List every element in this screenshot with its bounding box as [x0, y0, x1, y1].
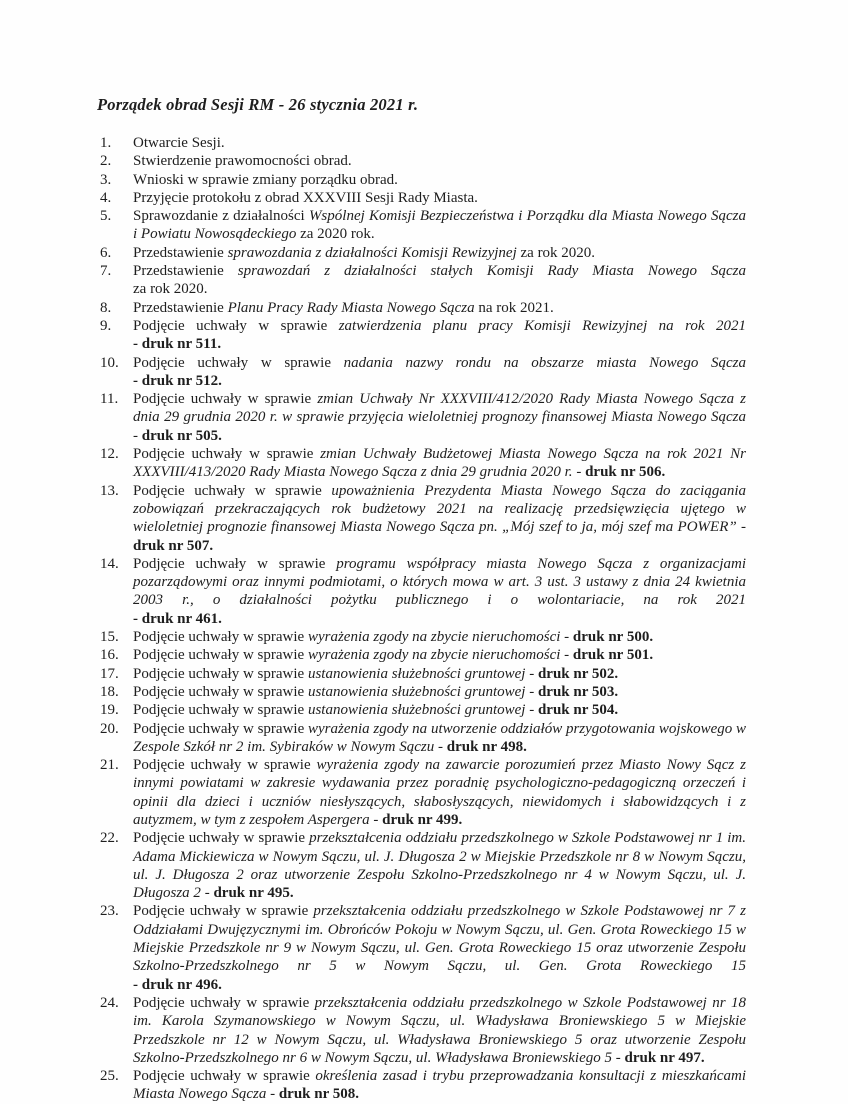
text-segment: Podjęcie uchwały w sprawie: [133, 629, 308, 646]
text-segment: przekształcenia oddziału przedszkolnego w Szkole Podstawowej nr 7 z Oddziałami Dwujęzycznymi im. Obrońców Pokoju w Nowym Sączu, ul. Gen. Grota Roweckiego 15 w Miejskie Przedszkole nr 9 w Nowym Sączu, ul. Gen. Grota Roweckiego 15 oraz utworzenie Zespołu Szkolno-Przedszkolnego nr 5 w Nowym Sączu, ul. Gen. Grota Roweckiego 15: [133, 903, 746, 975]
text-segment: nadania nazwy rondu na obszarze miasta Nowego Sącza: [343, 354, 747, 371]
item-line-block: [133, 665, 746, 683]
text-segment: -: [572, 464, 586, 481]
item-line-block: [133, 335, 746, 353]
text-segment: -: [560, 647, 573, 664]
item-number: 24.: [100, 994, 119, 1011]
item-text: [133, 994, 746, 1067]
text-segment: druk nr 502.: [537, 665, 619, 682]
text-segment: Podjęcie uchwały w sprawie: [133, 903, 314, 920]
item-text: [133, 262, 746, 299]
item-line-block: [133, 720, 746, 757]
text-segment: ustanowienia służebności gruntowej: [307, 665, 526, 682]
text-segment: Podjęcie uchwały w sprawie: [133, 391, 318, 408]
item-line-block: [133, 628, 746, 646]
list-item: [100, 262, 746, 299]
text-segment: -: [560, 629, 573, 646]
text-segment: za rok 2020.: [516, 244, 596, 261]
item-number: 23.: [100, 903, 119, 920]
item-text: [133, 445, 746, 482]
list-item: [100, 628, 746, 646]
item-text: [133, 646, 746, 664]
text-segment: druk nr 501.: [572, 647, 654, 664]
item-text: [133, 1067, 746, 1104]
text-segment: przekształcenia oddziału przedszkolnego w Szkole Podstawowej nr 1 im. Adama Mickiewicza w Nowym Sączu, ul. J. Długosza 2 w Miejskie Przedszkole nr 8 w Nowym Sączu, ul. J. Długosza 2 oraz utworzenie Zespołu Szkolno-Przedszkolnego nr 4 w Nowym Sączu, ul. J. Długosza 2: [133, 830, 746, 902]
item-number: 4.: [100, 189, 112, 206]
text-segment: wyrażenia zgody na zbycie nieruchomości: [307, 629, 561, 646]
text-segment: wyrażenia zgody na zawarcie porozumień przez Miasto Nowy Sącz z innymi powiatami w zakresie wydawania przez poradnię psychologiczno-pedagogiczną orzeczeń i opinii dla dzieci i uczniów niesłyszących, słabosłyszących, niewidomych i słabowidzących i z autyzmem, w tym z zespołem Aspergera: [133, 757, 746, 828]
text-segment: -: [369, 811, 383, 828]
list-item: [100, 390, 746, 445]
text-segment: - druk nr 496.: [133, 976, 222, 993]
item-line-block: [133, 152, 746, 170]
text-segment: -: [736, 519, 746, 536]
text-segment: druk nr 507.: [133, 537, 214, 554]
text-segment: Planu Pracy Rady Miasta Nowego Sącza: [227, 299, 475, 316]
item-number: 22.: [100, 830, 119, 847]
text-segment: Podjęcie uchwały w sprawie: [133, 830, 310, 847]
text-segment: Podjęcie uchwały w sprawie: [133, 683, 308, 700]
item-number: 12.: [100, 446, 119, 463]
list-item: [100, 720, 746, 757]
text-segment: -: [525, 683, 538, 700]
item-line-block: [133, 555, 746, 610]
list-item: [100, 152, 746, 170]
item-number: 2.: [100, 153, 112, 170]
item-line-block: [133, 390, 746, 445]
item-text: [133, 756, 746, 829]
list-item: [100, 683, 746, 701]
list-item: [100, 1067, 746, 1104]
item-number: 18.: [100, 683, 119, 700]
item-line-block: [133, 299, 746, 317]
text-segment: Podjęcie uchwały w sprawie: [133, 994, 315, 1011]
text-segment: zatwierdzenia planu pracy Komisji Rewizyjnej na rok 2021: [338, 317, 746, 334]
item-line-block: [133, 994, 746, 1067]
list-item: [100, 829, 746, 902]
text-segment: -: [612, 1049, 625, 1066]
item-line-block: [133, 482, 746, 555]
text-segment: sprawozdań z działalności stałych Komisji Rady Miasta Nowego Sącza: [237, 263, 746, 280]
text-segment: -: [133, 427, 142, 444]
text-segment: określenia zasad i trybu przeprowadzania konsultacji z mieszkańcami Miasta Nowego Sącza: [133, 1068, 746, 1103]
page-title: Porządek obrad Sesji RM - 26 stycznia 2021 r.: [97, 95, 419, 114]
text-segment: przekształcenia oddziału przedszkolnego w Szkole Podstawowej nr 18 im. Karola Szymanowskiego w Nowym Sączu, ul. Władysława Broniewskiego 5 w Miejskie Przedszkole nr 12 w Nowym Sączu, ul. Władysława Broniewskiego 5 oraz utworzenie Zespołu Szkolno-Przedszkolnego nr 6 w Nowym Sączu, ul. Władysława Broniewskiego 5: [133, 994, 746, 1066]
agenda-list: [100, 134, 746, 1104]
item-number: 20.: [100, 720, 119, 737]
text-segment: -: [266, 1086, 279, 1103]
text-segment: Przedstawienie: [133, 299, 228, 316]
item-number: 13.: [100, 482, 119, 499]
item-text: [133, 189, 746, 207]
text-segment: za 2020 rok.: [296, 226, 375, 243]
item-number: 7.: [100, 263, 112, 280]
text-segment: Podjęcie uchwały w sprawie: [133, 1068, 316, 1085]
item-number: 16.: [100, 647, 119, 664]
list-item: [100, 482, 746, 555]
text-segment: Podjęcie uchwały w sprawie: [133, 555, 337, 572]
list-item: [100, 189, 746, 207]
item-line-block: [133, 262, 746, 280]
list-item: [100, 317, 746, 354]
item-line-block: [133, 902, 746, 975]
item-number: 15.: [100, 629, 119, 646]
text-segment: -: [200, 885, 214, 902]
item-number: 11.: [100, 391, 119, 408]
text-segment: druk nr 504.: [537, 702, 619, 719]
item-text: [133, 555, 746, 628]
item-line-block: [133, 701, 746, 719]
item-line-block: [133, 189, 746, 207]
text-segment: Podjęcie uchwały w sprawie: [133, 446, 321, 463]
list-item: [100, 701, 746, 719]
text-segment: Stwierdzenie prawomocności obrad.: [133, 153, 352, 170]
item-number: 25.: [100, 1068, 119, 1085]
text-segment: Wspólnej Komisji Bezpieczeństwa i Porządku dla Miasta Nowego Sącza i Powiatu Nowosądeckiego: [133, 208, 747, 243]
text-segment: Podjęcie uchwały w sprawie: [133, 665, 308, 682]
list-item: [100, 134, 746, 152]
text-segment: sprawozdania z działalności Komisji Rewizyjnej: [227, 244, 517, 261]
text-segment: Podjęcie uchwały w sprawie: [133, 702, 308, 719]
item-text: [133, 683, 746, 701]
item-text: [133, 482, 746, 555]
item-text: [133, 628, 746, 646]
text-segment: - druk nr 461.: [133, 610, 222, 627]
item-text: [133, 152, 746, 170]
text-segment: -: [525, 665, 538, 682]
text-segment: Podjęcie uchwały w sprawie: [133, 317, 339, 334]
item-text: [133, 390, 746, 445]
item-line-block: [133, 829, 746, 902]
item-line-block: [133, 171, 746, 189]
item-number: 1.: [100, 135, 112, 151]
list-item: [100, 902, 746, 993]
text-segment: Przedstawienie: [133, 244, 228, 261]
text-segment: na rok 2021.: [474, 299, 554, 316]
text-segment: Sprawozdanie z działalności: [133, 208, 309, 225]
item-line-block: [133, 280, 746, 298]
text-segment: upoważnienia Prezydenta Miasta Nowego Sącza do zaciągania zobowiązań przekraczających rok budżetowy 2021 na realizację przedsięwzięcia ujętego w wieloletniej prognozie finansowej Miasta Nowego Sącza pn. „Mój szef to ja, mój szef ma POWER”: [133, 482, 746, 536]
item-number: 14.: [100, 555, 119, 572]
text-segment: Podjęcie uchwały w sprawie: [133, 482, 332, 499]
item-line-block: [133, 244, 746, 262]
item-text: [133, 354, 746, 391]
list-item: [100, 171, 746, 189]
item-number: 8.: [100, 299, 112, 316]
item-text: [133, 317, 746, 354]
list-item: [100, 445, 746, 482]
item-text: [133, 207, 746, 244]
item-number: 6.: [100, 244, 112, 261]
text-segment: druk nr 506.: [585, 464, 666, 481]
text-segment: druk nr 499.: [382, 811, 463, 828]
item-number: 5.: [100, 208, 112, 225]
item-text: [133, 720, 746, 757]
list-item: [100, 207, 746, 244]
item-line-block: [133, 134, 746, 152]
text-segment: Podjęcie uchwały w sprawie: [133, 647, 308, 664]
text-segment: druk nr 495.: [213, 885, 294, 902]
item-line-block: [133, 646, 746, 664]
text-segment: Podjęcie uchwały w sprawie: [133, 757, 317, 774]
text-segment: ustanowienia służebności gruntowej: [307, 702, 526, 719]
item-text: [133, 171, 746, 189]
text-segment: druk nr 503.: [537, 683, 619, 700]
item-number: 19.: [100, 702, 119, 719]
text-segment: Przedstawienie: [133, 263, 238, 280]
text-segment: druk nr 508.: [278, 1086, 360, 1103]
item-line-block: [133, 756, 746, 829]
list-item: [100, 299, 746, 317]
item-line-block: [133, 445, 746, 482]
item-text: [133, 829, 746, 902]
item-line-block: [133, 372, 746, 390]
item-line-block: [133, 207, 746, 244]
list-item: [100, 756, 746, 829]
text-segment: ustanowienia służebności gruntowej: [307, 683, 526, 700]
item-number: 10.: [100, 354, 119, 371]
text-segment: druk nr 497.: [624, 1049, 705, 1066]
list-item: [100, 555, 746, 628]
list-item: [100, 646, 746, 664]
text-segment: Wnioski w sprawie zmiany porządku obrad.: [133, 171, 398, 188]
list-item: [100, 665, 746, 683]
text-segment: -: [434, 738, 447, 755]
text-segment: druk nr 498.: [446, 738, 527, 755]
text-segment: Otwarcie Sesji.: [133, 135, 225, 151]
item-number: 9.: [100, 317, 112, 334]
item-text: [133, 134, 746, 152]
item-line-block: [133, 354, 746, 372]
item-number: 17.: [100, 665, 119, 682]
item-number: 3.: [100, 171, 112, 188]
text-segment: druk nr 505.: [141, 427, 222, 444]
text-segment: wyrażenia zgody na zbycie nieruchomości: [307, 647, 561, 664]
item-text: [133, 701, 746, 719]
item-text: [133, 244, 746, 262]
list-item: [100, 354, 746, 391]
text-segment: - druk nr 511.: [133, 336, 222, 353]
list-item: [100, 994, 746, 1067]
item-line-block: [133, 976, 746, 994]
item-text: [133, 299, 746, 317]
item-text: [133, 902, 746, 993]
text-segment: Podjęcie uchwały w sprawie: [133, 354, 344, 371]
list-item: [100, 244, 746, 262]
text-segment: -: [525, 702, 538, 719]
text-segment: - druk nr 512.: [133, 372, 222, 389]
text-segment: zmian Uchwały Nr XXXVIII/412/2020 Rady Miasta Nowego Sącza z dnia 29 grudnia 2020 r. w sprawie przyjęcia wieloletniej prognozy finansowej Miasta Nowego Sącza: [133, 391, 746, 426]
item-number: 21.: [100, 757, 119, 774]
text-segment: wyrażenia zgody na utworzenie oddziałów przygotowania wojskowego w Zespole Szkół nr 2 im. Sybiraków w Nowym Sączu: [133, 720, 746, 755]
item-line-block: [133, 317, 746, 335]
text-segment: programu współpracy miasta Nowego Sącza z organizacjami pozarządowymi oraz innymi podmiotami, o których mowa w art. 3 ust. 3 ustawy z dnia 24 kwietnia 2003 r., o działalności pożytku publicznego i o wolontariacie, na rok 2021: [133, 555, 746, 609]
text-segment: Przyjęcie protokołu z obrad XXXVIII Sesji Rady Miasta.: [133, 189, 478, 206]
text-segment: za rok 2020.: [133, 281, 208, 298]
item-text: [133, 665, 746, 683]
text-segment: Podjęcie uchwały w sprawie: [133, 720, 308, 737]
text-segment: zmian Uchwały Budżetowej Miasta Nowego Sącza na rok 2021 Nr XXXVIII/413/2020 Rady Miasta Nowego Sącza z dnia 29 grudnia 2020 r.: [133, 446, 746, 481]
item-line-block: [133, 610, 746, 628]
text-segment: druk nr 500.: [572, 629, 654, 646]
item-line-block: [133, 683, 746, 701]
item-line-block: [133, 1067, 746, 1104]
